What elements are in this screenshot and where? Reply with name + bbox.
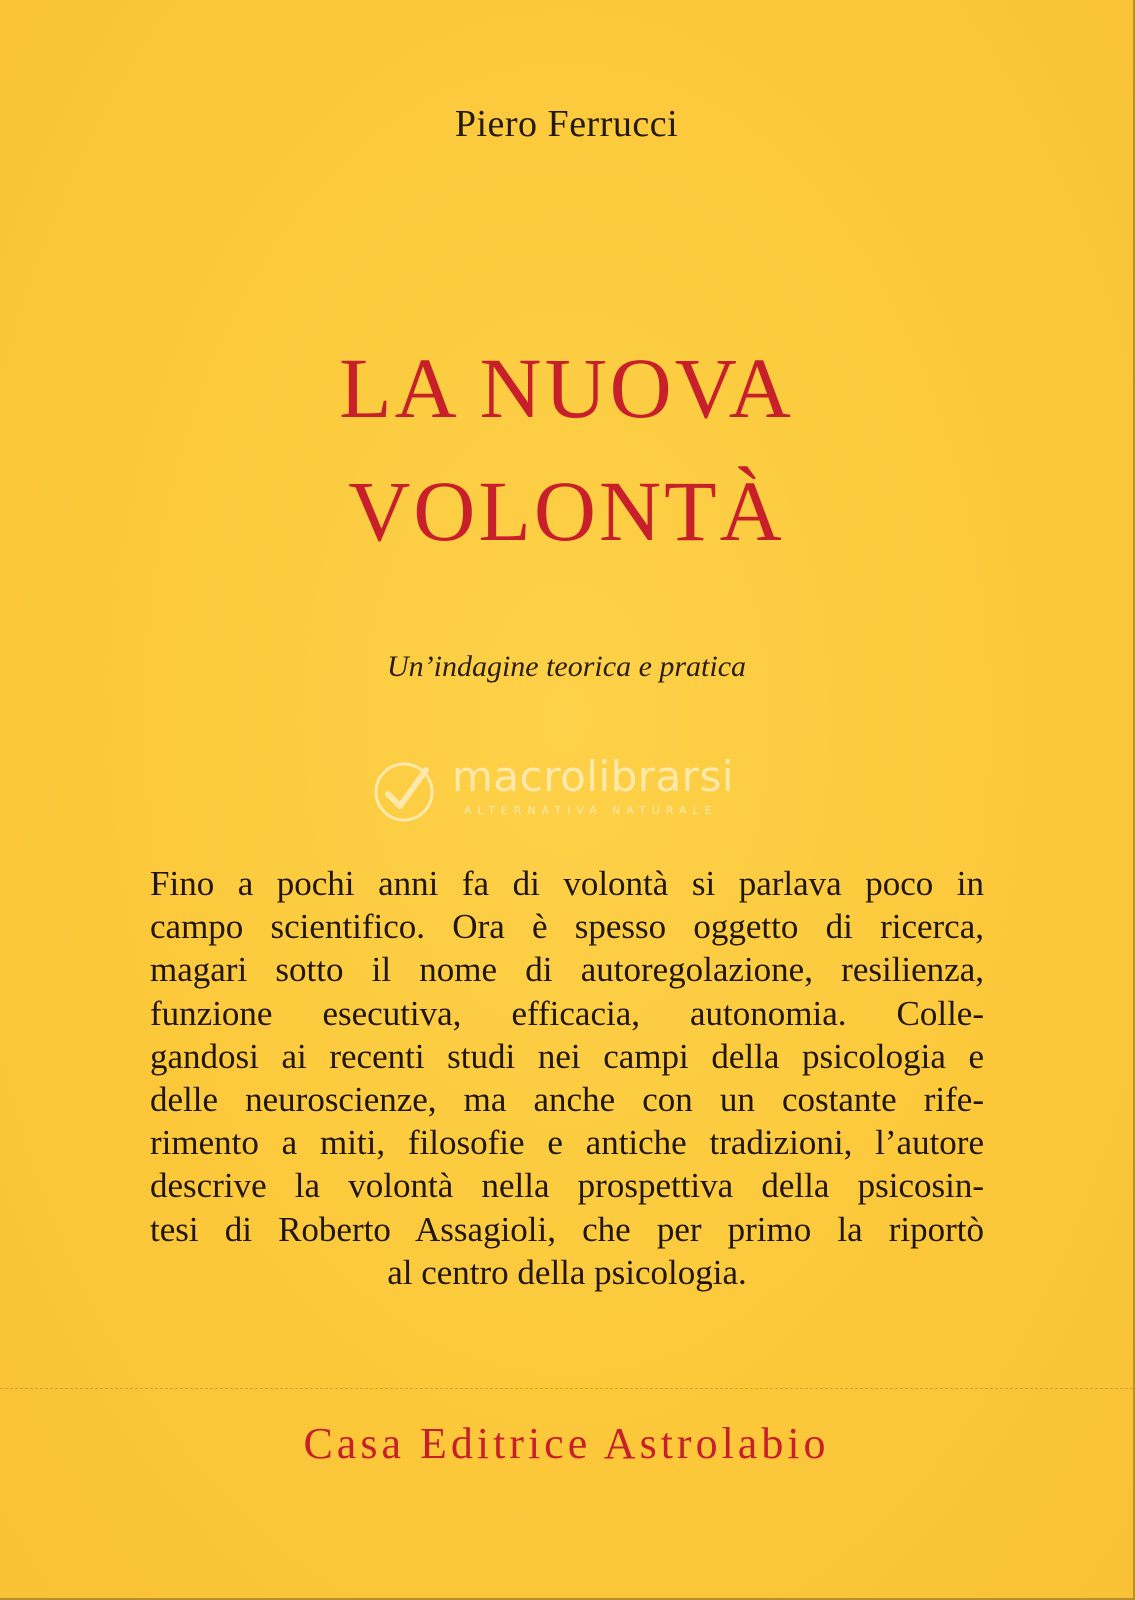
blurb-line: Fino a pochi anni fa di volontà si parlava poco in	[150, 864, 984, 903]
back-cover-blurb	[150, 862, 984, 1294]
watermark-tagline: ALTERNATIVA NATURALE	[464, 804, 718, 817]
divider	[0, 1388, 1133, 1389]
blurb-line: campo scientifico. Ora è spesso oggetto di ricerca,	[150, 907, 984, 947]
blurb-line: magari sotto il nome di autoregolazione, resilienza,	[150, 950, 984, 990]
watermark-name: macrolibrarsi	[452, 752, 735, 801]
blurb-line: al centro della psicologia.	[387, 1252, 747, 1292]
subtitle: Un’indagine teorica e pratica	[386, 650, 747, 683]
blurb-line: descrive la volontà nella prospettiva della psicosin-	[150, 1166, 984, 1206]
checkmark-circle-icon	[372, 760, 436, 824]
blurb-line: delle neuroscienze, ma anche con un costante rife-	[150, 1079, 984, 1119]
watermark	[372, 752, 772, 826]
blurb-line: gandosi ai recenti studi nei campi della psicologia e	[150, 1036, 984, 1076]
author-name: Piero Ferrucci	[454, 103, 679, 145]
blurb-line: funzione esecutiva, efficacia, autonomia. Colle-	[150, 993, 984, 1033]
title-line-2: VOLONTÀ	[348, 463, 785, 559]
title-line-1: LA NUOVA	[339, 340, 794, 436]
blurb-line: rimento a miti, filosofie e antiche tradizioni, l’autore	[150, 1123, 984, 1163]
publisher-name: Casa Editrice Astrolabio	[303, 1419, 830, 1468]
blurb-line: tesi di Roberto Assagioli, che per primo la riportò	[150, 1209, 984, 1249]
